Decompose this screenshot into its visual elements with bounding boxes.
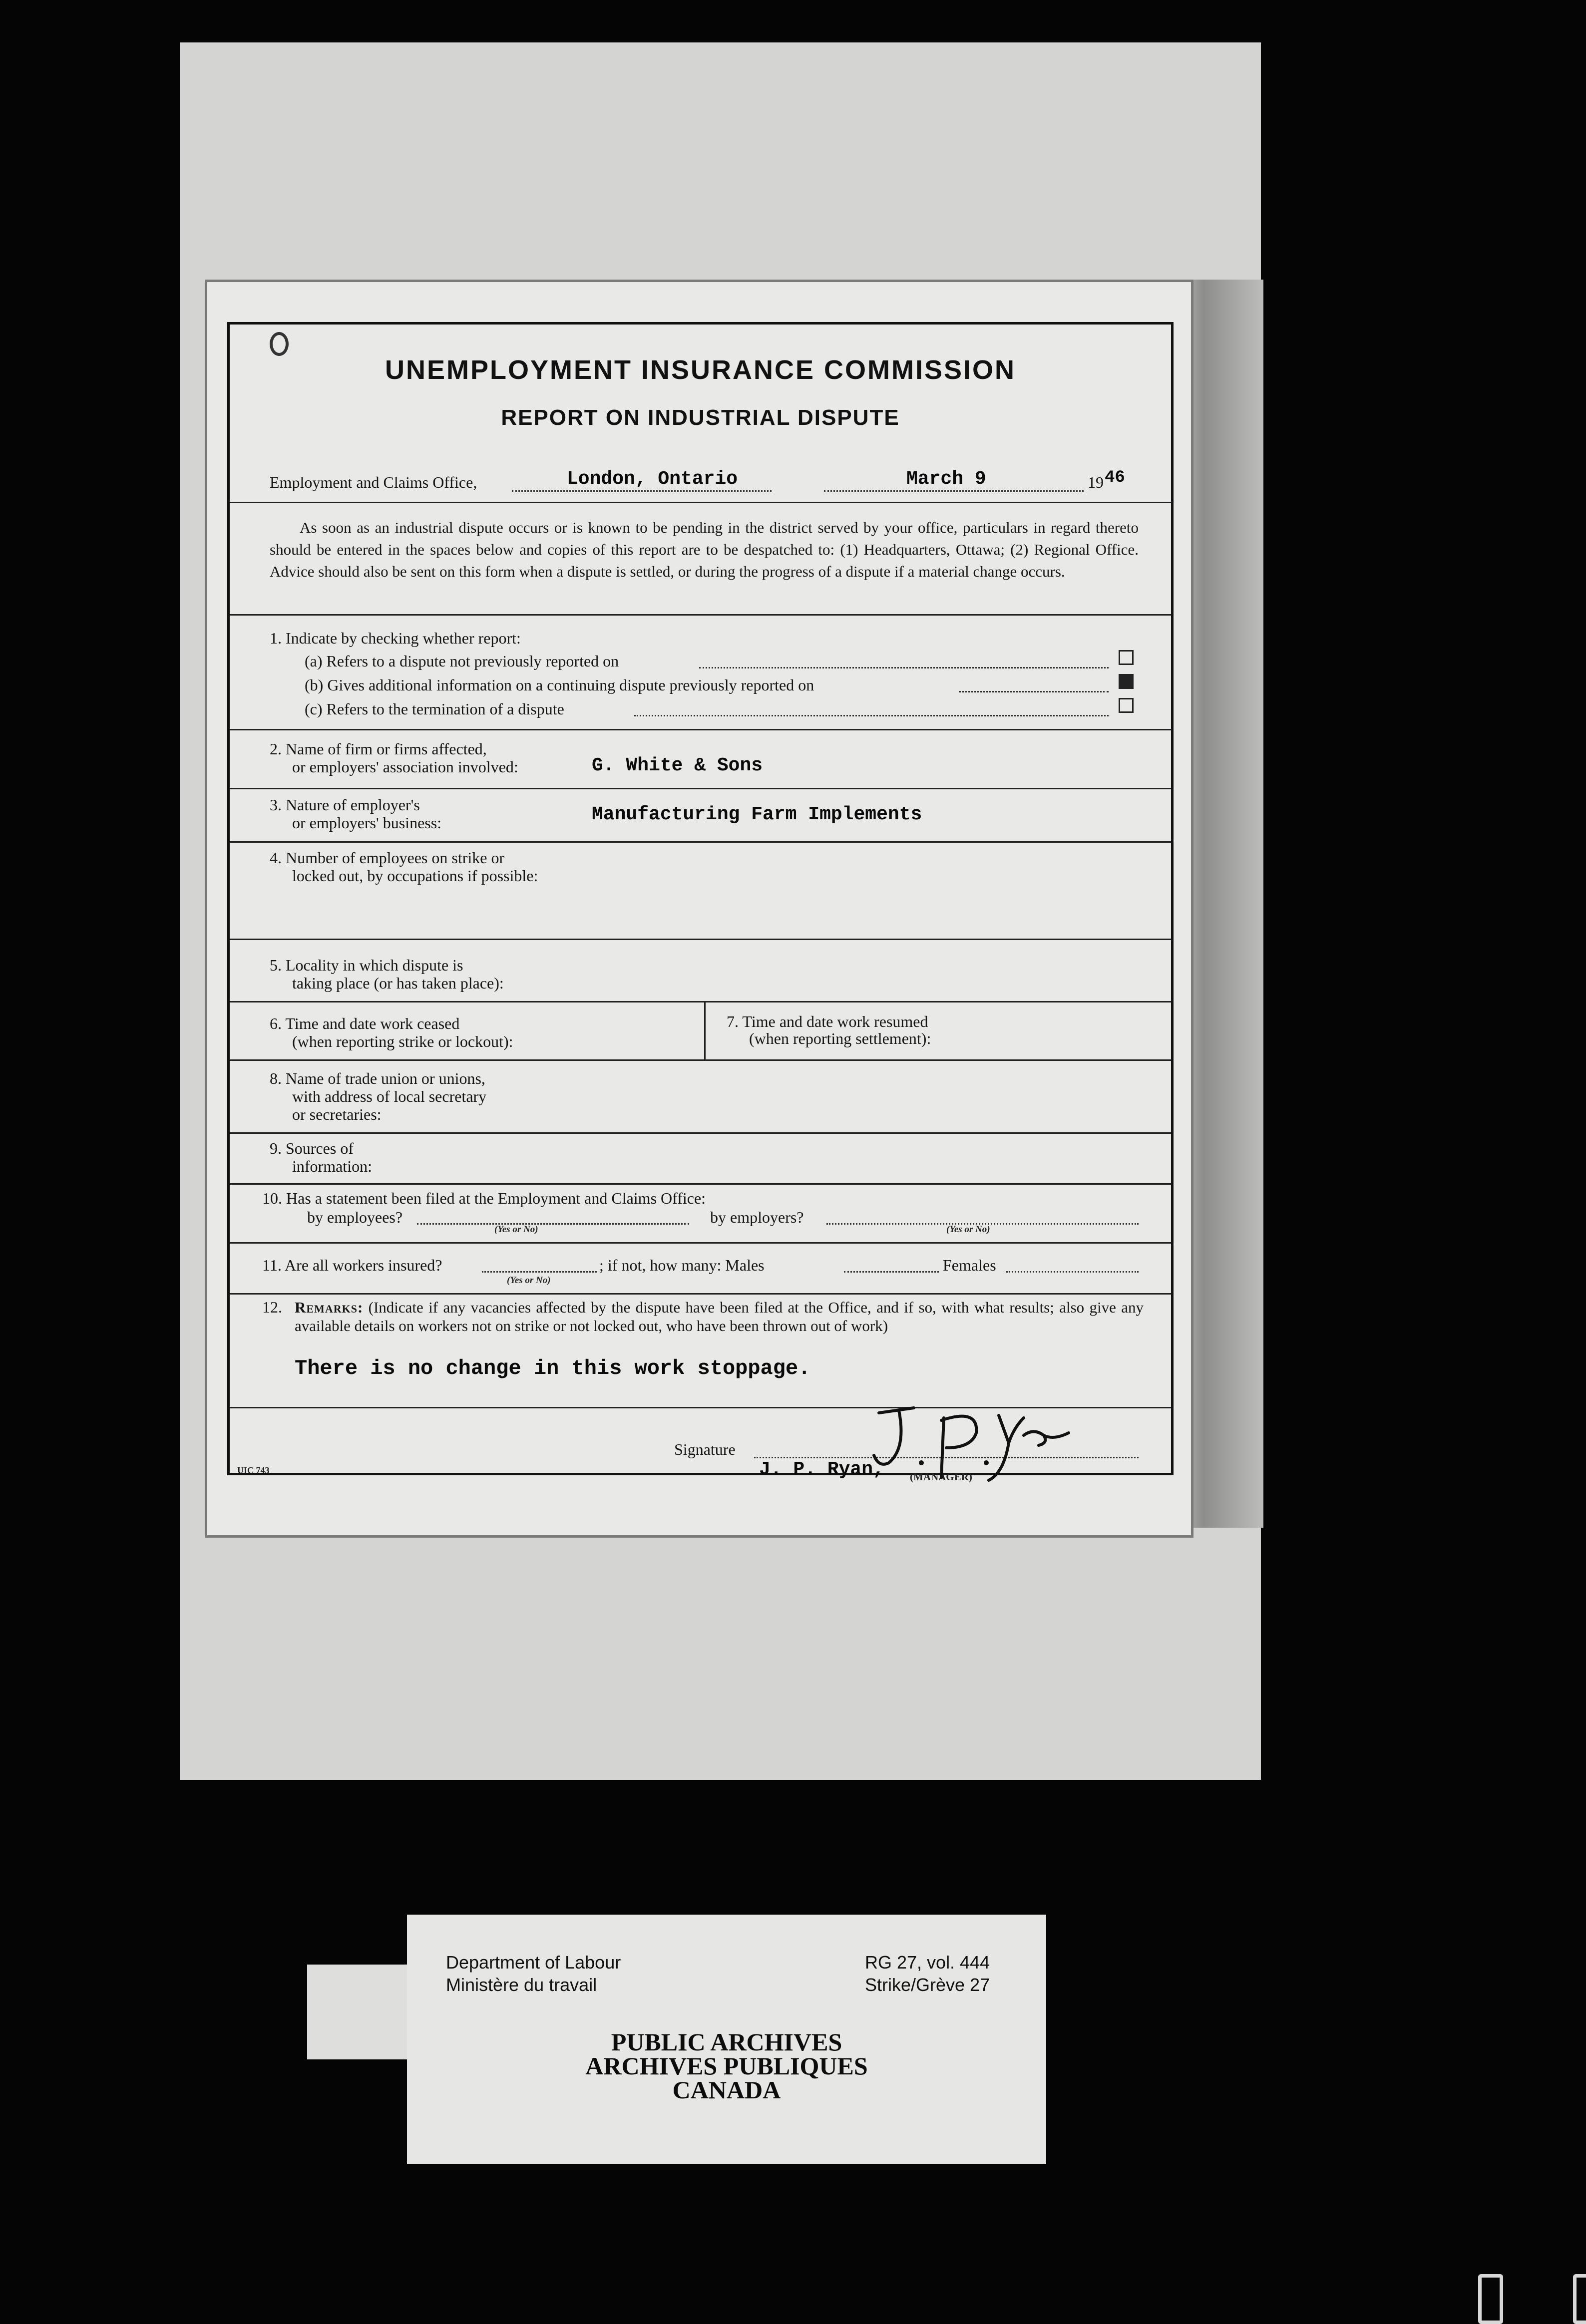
rule-q6 [230, 1059, 1171, 1061]
q5-label-line2: taking place (or has taken place): [292, 974, 504, 992]
divider-q6-q7 [704, 1001, 706, 1060]
q10-employees-hint: (Yes or No) [494, 1224, 538, 1235]
q11-females-label: Females [943, 1256, 996, 1274]
q10-by-employers: by employers? [710, 1208, 804, 1226]
q12-number: 12. [262, 1298, 282, 1316]
q3-label-line1: 3. Nature of employer's [270, 796, 420, 814]
q8-label-line2: with address of local secretary [292, 1087, 487, 1105]
q10-employees-dots [417, 1223, 689, 1225]
q12-remarks-word: Remarks: [295, 1299, 364, 1316]
office-dots [512, 490, 772, 492]
q5-label-line1: 5. Locality in which dispute is [270, 956, 463, 974]
q1-checkbox-c[interactable] [1119, 698, 1134, 713]
signature-label: Signature [674, 1440, 736, 1458]
q1-checkbox-a[interactable] [1119, 650, 1134, 665]
q11-if-not: ; if not, how many: Males [599, 1256, 765, 1274]
q8-label-line3: or secretaries: [292, 1105, 382, 1123]
q10-by-employees: by employees? [307, 1208, 403, 1226]
q11-females-dots [1006, 1271, 1139, 1273]
office-label: Employment and Claims Office, [270, 473, 477, 491]
q3-label-line2: or employers' business: [292, 814, 442, 832]
q1-dots-c [634, 715, 1109, 716]
signature-typed: J. P. Ryan, [759, 1459, 884, 1480]
rule-instructions [230, 614, 1171, 616]
q2-value: G. White & Sons [592, 755, 763, 776]
frame-marker-2 [1573, 2274, 1586, 2324]
handwritten-signature [859, 1393, 1079, 1493]
rule-q10 [230, 1242, 1171, 1244]
label-rg: RG 27, vol. 444 [865, 1952, 990, 1973]
q7-label-line2: (when reporting settlement): [749, 1029, 931, 1047]
rule-q11 [230, 1293, 1171, 1295]
q1-dots-b [959, 691, 1109, 692]
q1-label: 1. Indicate by checking whether report: [270, 629, 521, 647]
q2-label-line2: or employers' association involved: [292, 758, 518, 776]
q1-option-c: (c) Refers to the termination of a dispute [305, 700, 564, 718]
q9-label-line2: information: [292, 1157, 372, 1175]
label-dept-fr: Ministère du travail [446, 1975, 597, 1995]
q9-label-line1: 9. Sources of [270, 1139, 354, 1157]
manager-label: (MANAGER) [910, 1471, 972, 1483]
label-canada: CANADA [672, 2076, 781, 2104]
form-title: UNEMPLOYMENT INSURANCE COMMISSION [385, 355, 1016, 385]
q6-label-line2: (when reporting strike or lockout): [292, 1032, 513, 1050]
office-value: London, Ontario [567, 468, 738, 490]
label-strike: Strike/Grève 27 [865, 1975, 990, 1995]
year-typed: 46 [1105, 468, 1125, 487]
punch-hole [270, 332, 289, 356]
date-dots [824, 490, 1084, 492]
year-prefix: 19 [1088, 473, 1104, 491]
date-value: March 9 [906, 468, 986, 490]
q11-insured-dots [482, 1271, 597, 1273]
q2-label-line1: 2. Name of firm or firms affected, [270, 740, 487, 758]
q11-label: 11. Are all workers insured? [262, 1256, 442, 1274]
rule-q4 [230, 939, 1171, 940]
rule-q1 [230, 729, 1171, 730]
q11-males-dots [844, 1271, 939, 1273]
rule-office [230, 502, 1171, 503]
q12-value: There is no change in this work stoppage. [295, 1356, 811, 1380]
q12-label: (Indicate if any vacancies affected by the dispute have been filed at the Office, and if so, with what results; also give any available details on workers not on strike or not locked out, who have been thrown out of work) [295, 1299, 1144, 1334]
rule-q8 [230, 1132, 1171, 1134]
q4-label-line1: 4. Number of employees on strike or [270, 849, 505, 867]
q12-remarks [295, 1298, 1144, 1335]
label-public-archives: PUBLIC ARCHIVES [611, 2028, 842, 2056]
q8-label-line1: 8. Name of trade union or unions, [270, 1069, 485, 1087]
q7-label-line1: 7. Time and date work resumed [727, 1012, 928, 1030]
q1-dots-a [699, 667, 1109, 668]
q6-label-line1: 6. Time and date work ceased [270, 1014, 460, 1032]
rule-q9 [230, 1183, 1171, 1185]
q10-label: 10. Has a statement been filed at the Employment and Claims Office: [262, 1189, 706, 1207]
q11-hint: (Yes or No) [507, 1275, 551, 1286]
q10-employers-hint: (Yes or No) [946, 1224, 990, 1235]
rule-q3 [230, 841, 1171, 843]
q4-label-line2: locked out, by occupations if possible: [292, 867, 538, 885]
form-subtitle: REPORT ON INDUSTRIAL DISPUTE [501, 405, 900, 430]
frame-marker-1 [1478, 2274, 1503, 2324]
label-archives-publiques: ARCHIVES PUBLIQUES [585, 2052, 868, 2080]
instructions-paragraph: As soon as an industrial dispute occurs or is known to be pending in the district served by your office, particulars in regard thereto should be entered in the spaces below and copies of this report are to be despatched to: (1) Headquarters, Ottawa; (2) Regional Office. Advice should also be sent on this form when a dispute is settled, or during the progress of a dispute if a material change occurs. [270, 519, 1139, 580]
rule-q2 [230, 788, 1171, 789]
q1-option-b: (b) Gives additional information on a continuing dispute previously reported on [305, 676, 814, 694]
form-number: UIC 743 [237, 1465, 270, 1475]
rule-q5 [230, 1001, 1171, 1002]
q3-value: Manufacturing Farm Implements [592, 804, 922, 825]
q1-option-a: (a) Refers to a dispute not previously reported on [305, 652, 619, 670]
q1-checkbox-b[interactable] [1119, 674, 1134, 689]
label-dept-en: Department of Labour [446, 1952, 621, 1973]
